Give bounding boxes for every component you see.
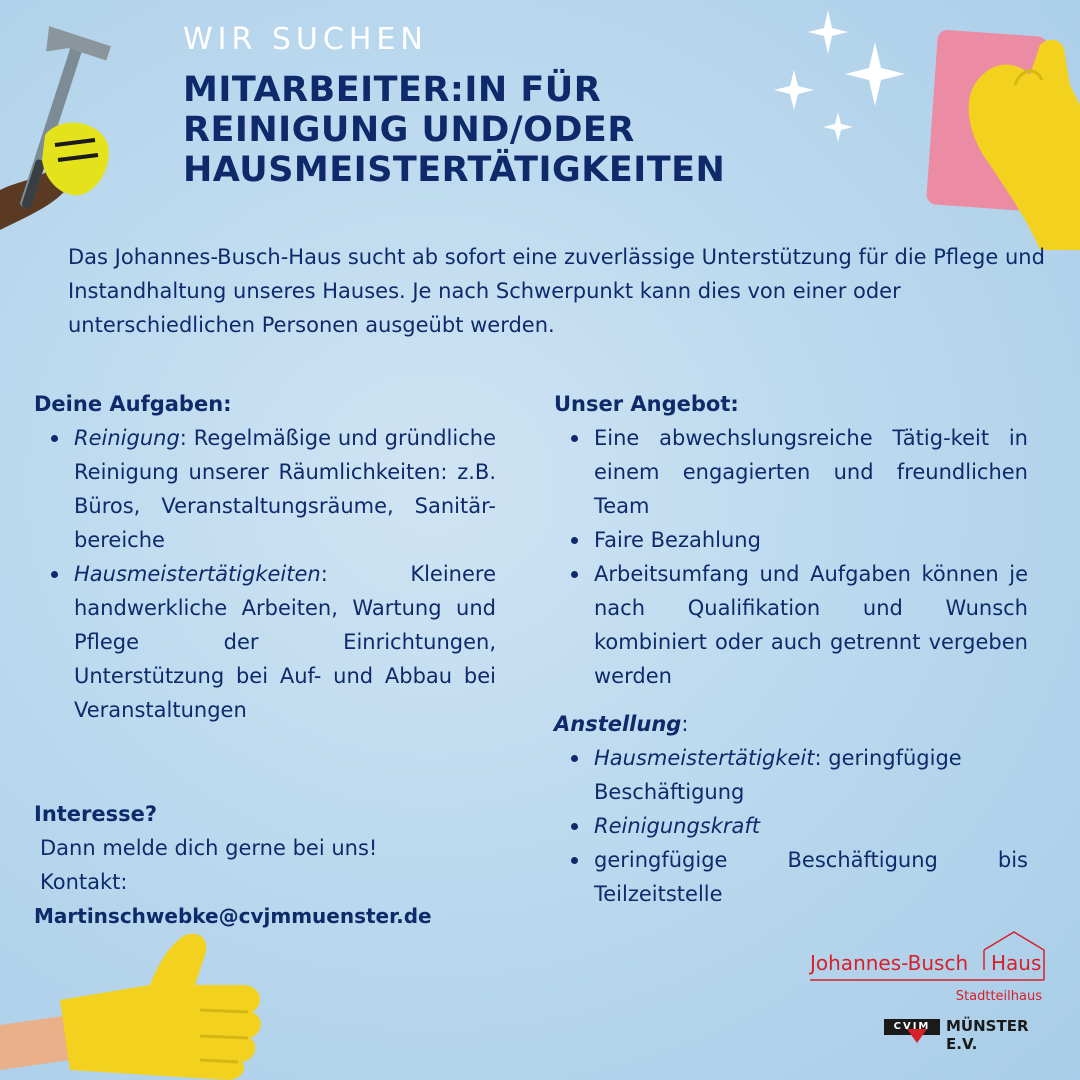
contact-email-link[interactable]: Martinschwebke@cvjmmuenster.de	[34, 904, 432, 928]
interest-line: Dann melde dich gerne bei uns!	[40, 836, 378, 860]
list-item	[554, 809, 1028, 843]
logo-name-part1: Johannes-Busch	[810, 951, 969, 975]
task-term: Reinigung	[74, 426, 180, 450]
list-item: Faire Bezahlung	[554, 523, 1028, 557]
task-text: : Kleinere handwerkliche Arbeiten, Wartung und Pflege der Einrichtungen, Unterstützung bei Auf- und Abbau bei Veranstaltungen	[74, 562, 496, 722]
cvjm-logo	[884, 1015, 1059, 1053]
tasks-list	[34, 421, 496, 727]
employment-heading-text: Anstellung	[554, 712, 682, 736]
contact-section	[34, 797, 554, 933]
johannes-busch-haus-logo	[806, 928, 1056, 1008]
eyebrow-text: WIR SUCHEN	[183, 22, 428, 57]
interest-heading: Interesse?	[34, 802, 158, 826]
list-item	[34, 557, 496, 727]
list-item	[554, 843, 1028, 911]
cvjm-org-name: MÜNSTER E.V.	[946, 1017, 1029, 1053]
task-text: : Regelmäßige und gründliche Reinigung unserer Räumlichkeiten: z.B. Büros, Veranstaltungsräume, Sanitär-bereiche	[74, 426, 496, 552]
employment-list	[554, 741, 1028, 911]
offer-section	[554, 387, 1028, 911]
sponge-glove-illustration	[920, 25, 1080, 250]
employment-term: Reinigungskraft	[594, 814, 761, 838]
tasks-heading: Deine Aufgaben:	[34, 392, 232, 416]
thumbs-up-glove-illustration	[0, 930, 270, 1080]
employment-term: Hausmeistertätigkeit	[594, 746, 815, 770]
tasks-section	[34, 387, 496, 727]
list-item	[554, 741, 1028, 809]
list-item	[34, 421, 496, 557]
page-title	[183, 70, 883, 190]
hammer-hand-illustration	[0, 15, 120, 265]
cvjm-triangle-icon	[907, 1029, 927, 1043]
logo-subtitle: Stadtteilhaus	[955, 989, 1042, 1004]
list-item: Arbeitsumfang und Aufgaben können je nach Qualifikation und Wunsch kombiniert oder auch getrennt vergeben werden	[554, 557, 1028, 693]
logo-name-part2: Haus	[991, 951, 1042, 975]
employment-text: geringfügige Beschäftigung bis Teilzeitstelle	[594, 848, 1028, 906]
title-line: HAUSMEISTERTÄTIGKEITEN	[183, 150, 726, 190]
cvjm-box: CVJM	[884, 1019, 940, 1035]
title-line: REINIGUNG UND/ODER	[183, 110, 635, 150]
offer-list	[554, 421, 1028, 693]
task-term: Hausmeistertätigkeiten	[74, 562, 321, 586]
employment-text: : geringfügige Beschäftigung	[594, 746, 962, 804]
intro-paragraph: Das Johannes-Busch-Haus sucht ab sofort eine zuverlässige Unterstützung für die Pflege und Instandhaltung unseres Hauses. Je nach Schwerpunkt kann dies von einer oder unterschiedlichen Personen ausgeübt werden.	[68, 245, 1045, 337]
contact-label: Kontakt:	[40, 870, 128, 894]
title-line: MITARBEITER:IN FÜR	[183, 70, 602, 110]
list-item: Eine abwechslungsreiche Tätig-keit in einem engagierten und freundlichen Team	[554, 421, 1028, 523]
offer-heading: Unser Angebot:	[554, 392, 739, 416]
employment-heading-colon: :	[681, 712, 689, 736]
employment-heading	[554, 707, 1028, 741]
